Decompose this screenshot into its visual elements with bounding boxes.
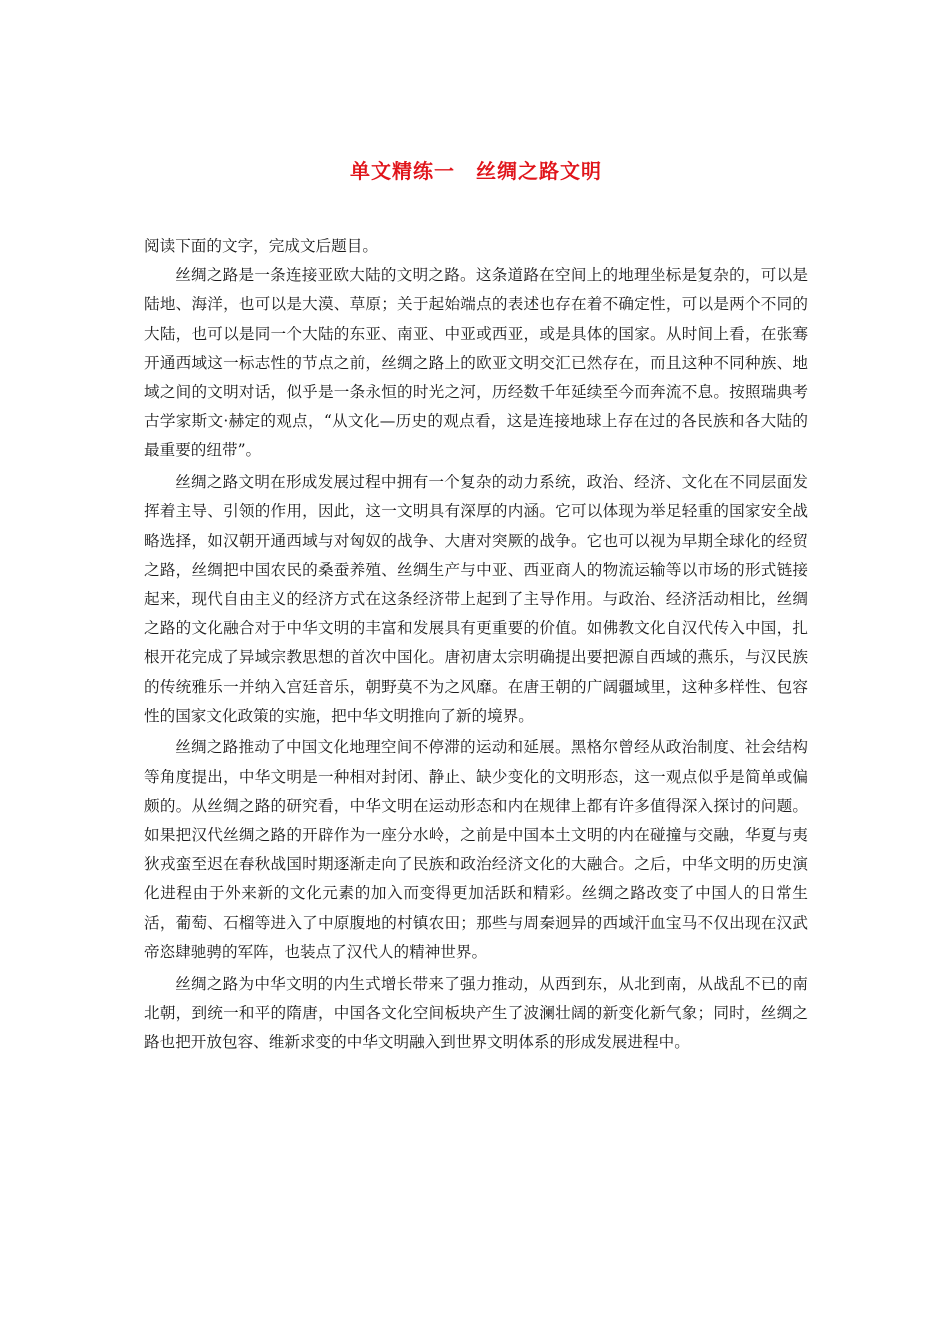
reading-instruction: 阅读下面的文字，完成文后题目。 [144, 237, 378, 255]
paragraph-4: 丝绸之路为中华文明的内生式增长带来了强力推动，从西到东，从北到南，从战乱不已的南北朝，到统一和平的隋唐，中国各文化空间板块产生了波澜壮阔的新变化新气象；同时，丝绸之路也把开放包容、维新求变的中华文明融入到世界文明体系的形成发展进程中。 [144, 974, 808, 1051]
page-title: 单文精练一 丝绸之路文明 [350, 159, 602, 183]
article-body [144, 232, 808, 1057]
paragraph-2: 丝绸之路文明在形成发展过程中拥有一个复杂的动力系统，政治、经济、文化在不同层面发挥着主导、引领的作用，因此，这一文明具有深厚的内涵。它可以体现为举足轻重的国家安全战略选择，如汉朝开通西域与对匈奴的战争、大唐对突厥的战争。它也可以视为早期全球化的经贸之路，丝绸把中国农民的桑蚕养殖、丝绸生产与中亚、西亚商人的物流运输等以市场的形式链接起来，现代自由主义的经济方式在这条经济带上起到了主导作用。与政治、经济活动相比，丝绸之路的文化融合对于中华文明的丰富和发展具有更重要的价值。如佛教文化自汉代传入中国，扎根开花完成了异域宗教思想的首次中国化。唐初唐太宗明确提出要把源自西域的燕乐，与汉民族的传统雅乐一并纳入宫廷音乐，朝野莫不为之风靡。在唐王朝的广阔疆域里，这种多样性、包容性的国家文化政策的实施，把中华文明推向了新的境界。 [144, 473, 808, 725]
paragraph-1: 丝绸之路是一条连接亚欧大陆的文明之路。这条道路在空间上的地理坐标是复杂的，可以是陆地、海洋，也可以是大漠、草原；关于起始端点的表述也存在着不确定性，可以是两个不同的大陆，也可以是同一个大陆的东亚、南亚、中亚或西亚，或是具体的国家。从时间上看，在张骞开通西域这一标志性的节点之前，丝绸之路上的欧亚文明交汇已然存在，而且这种不同种族、地域之间的文明对话，似乎是一条永恒的时光之河，历经数千年延续至今而奔流不息。按照瑞典考古学家斯文·赫定的观点，“从文化—历史的观点看，这是连接地球上存在过的各民族和各大陆的最重要的纽带”。 [144, 266, 808, 460]
paragraph-3: 丝绸之路推动了中国文化地理空间不停滞的运动和延展。黑格尔曾经从政治制度、社会结构等角度提出，中华文明是一种相对封闭、静止、缺少变化的文明形态，这一观点似乎是简单或偏颇的。从丝绸之路的研究看，中华文明在运动形态和内在规律上都有许多值得深入探讨的问题。如果把汉代丝绸之路的开辟作为一座分水岭，之前是中国本土文明的内在碰撞与交融，华夏与夷狄戎蛮至迟在春秋战国时期逐渐走向了民族和政治经济文化的大融合。之后，中华文明的历史演化进程由于外来新的文化元素的加入而变得更加活跃和精彩。丝绸之路改变了中国人的日常生活，葡萄、石榴等进入了中原腹地的村镇农田；那些与周秦迥异的西域汗血宝马不仅出现在汉武帝恣肆驰骋的军阵，也装点了汉代人的精神世界。 [144, 738, 808, 961]
